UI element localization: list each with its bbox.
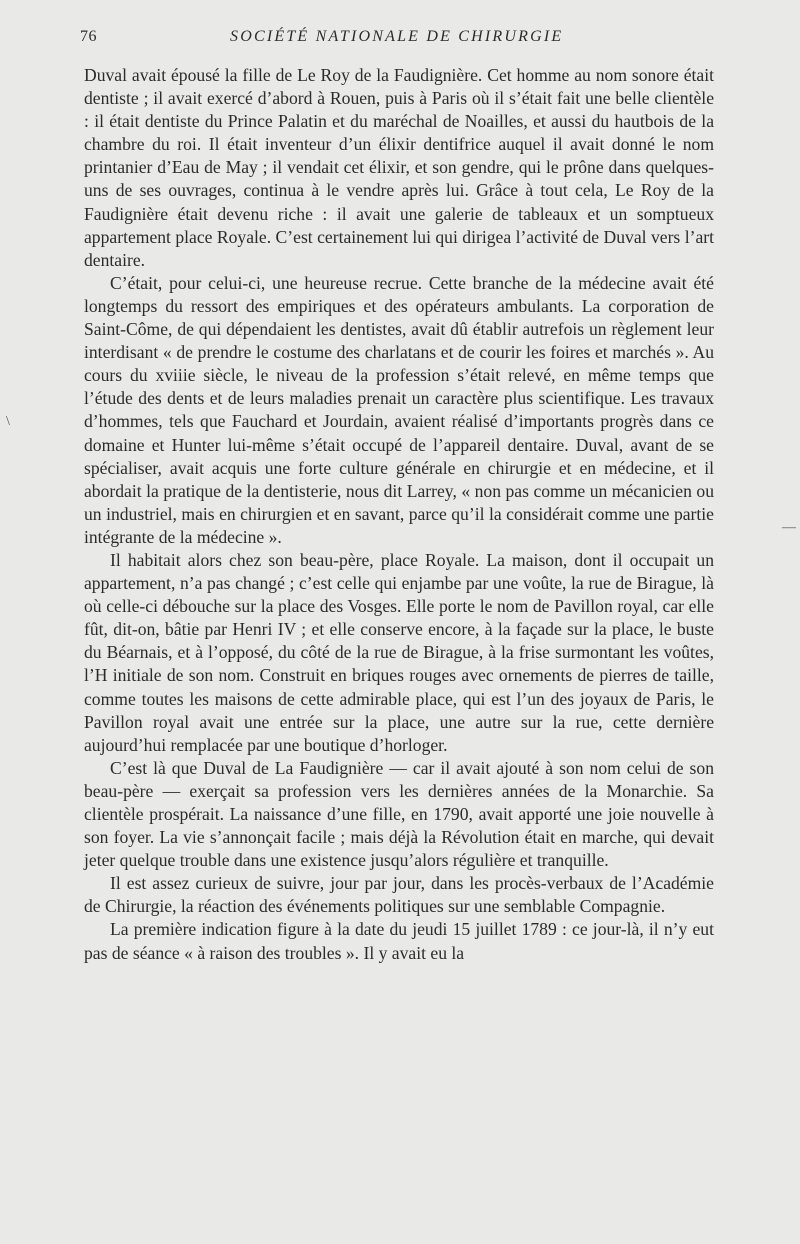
- paragraph: Duval avait épousé la fille de Le Roy de la Faudignière. Cet homme au nom sonore était dentiste ; il avait exercé d’abord à Rouen, puis à Paris où il s’était fait une belle clientèle : il était dentiste du Prince Palatin et du maréchal de Noailles, et aussi du hautbois de la chambre du roi. Il était inventeur d’un élixir dentifrice auquel il avait donné le nom printanier d’Eau de May ; il vendait cet élixir, et son gendre, qui le prône dans quelques-uns de ses ouvrages, continua à le vendre après lui. Grâce à tout cela, Le Roy de la Faudignière était devenu riche : il avait une galerie de tableaux et un somptueux appartement place Royale. C’est certainement lui qui dirigea l’activité de Duval vers l’art dentaire.: [84, 65, 714, 270]
- paragraph: Il habitait alors chez son beau-père, place Royale. La maison, dont il occupait un appartement, n’a pas changé ; c’est celle qui enjambe par une voûte, la rue de Birague, là où celle-ci débouche sur la place des Vosges. Elle porte le nom de Pavillon royal, car elle fût, dit-on, bâtie par Henri IV ; et elle conserve encore, à la façade sur la place, le buste du Béarnais, et à l’opposé, du côté de la rue de Birague, à la frise surmontant les voûtes, l’H initiale de son nom. Construit en briques rouges avec ornements de pierres de taille, comme toutes les maisons de cette admirable place, qui est l’un des joyaux de Paris, le Pavillon royal avait une entrée sur la place, une autre sur la rue, cette dernière aujourd’hui remplacée par une boutique d’horloger.: [84, 549, 714, 755]
- margin-mark-right: —: [782, 520, 796, 535]
- margin-mark-left: \: [6, 414, 10, 429]
- page-number: 76: [80, 28, 97, 45]
- running-title: SOCIÉTÉ NATIONALE DE CHIRURGIE: [230, 28, 564, 45]
- body-text: [84, 64, 714, 965]
- paragraph: C’est là que Duval de La Faudignière — car il avait ajouté à son nom celui de son beau-père — exerçait sa profession vers les dernières années de la Monarchie. Sa clientèle prospérait. La naissance d’une fille, en 1790, avait apporté une joie nouvelle à son foyer. La vie s’annonçait facile ; mais déjà la Révolution était en marche, qui devait jeter quelque trouble dans une existence jusqu’alors régulière et tranquille.: [84, 757, 714, 871]
- paragraph: C’était, pour celui-ci, une heureuse recrue. Cette branche de la médecine avait été longtemps du ressort des empiriques et des opérateurs ambulants. La corporation de Saint-Côme, de qui dépendaient les dentistes, avait dû établir autrefois un règlement leur interdisant « de prendre le costume des charlatans et de courir les foires et marchés ». Au cours du xviiie siècle, le niveau de la profession s’était relevé, en même temps que l’étude des dents et de leurs maladies prenait un caractère plus scientifique. Les travaux d’hommes, tels que Fauchard et Jourdain, avaient réalisé d’importants progrès dans ce domaine et Hunter lui-même s’était occupé de l’appareil dentaire. Duval, avant de se spécialiser, avait acquis une forte culture générale en chirurgie et en médecine, et il abordait la pratique de la dentisterie, nous dit Larrey, « non pas comme un mécanicien ou un industriel, mais en chirurgien et en savant, parce qu’il la considérait comme une partie intégrante de la médecine ».: [84, 272, 714, 547]
- paragraph: Il est assez curieux de suivre, jour par jour, dans les procès-verbaux de l’Académie de Chirurgie, la réaction des événements politiques sur une semblable Compagnie.: [84, 873, 714, 917]
- paragraph: La première indication figure à la date du jeudi 15 juillet 1789 : ce jour-là, il n’y eut pas de séance « à raison des troubles ». Il y avait eu la: [84, 919, 714, 963]
- page-header: [80, 28, 720, 52]
